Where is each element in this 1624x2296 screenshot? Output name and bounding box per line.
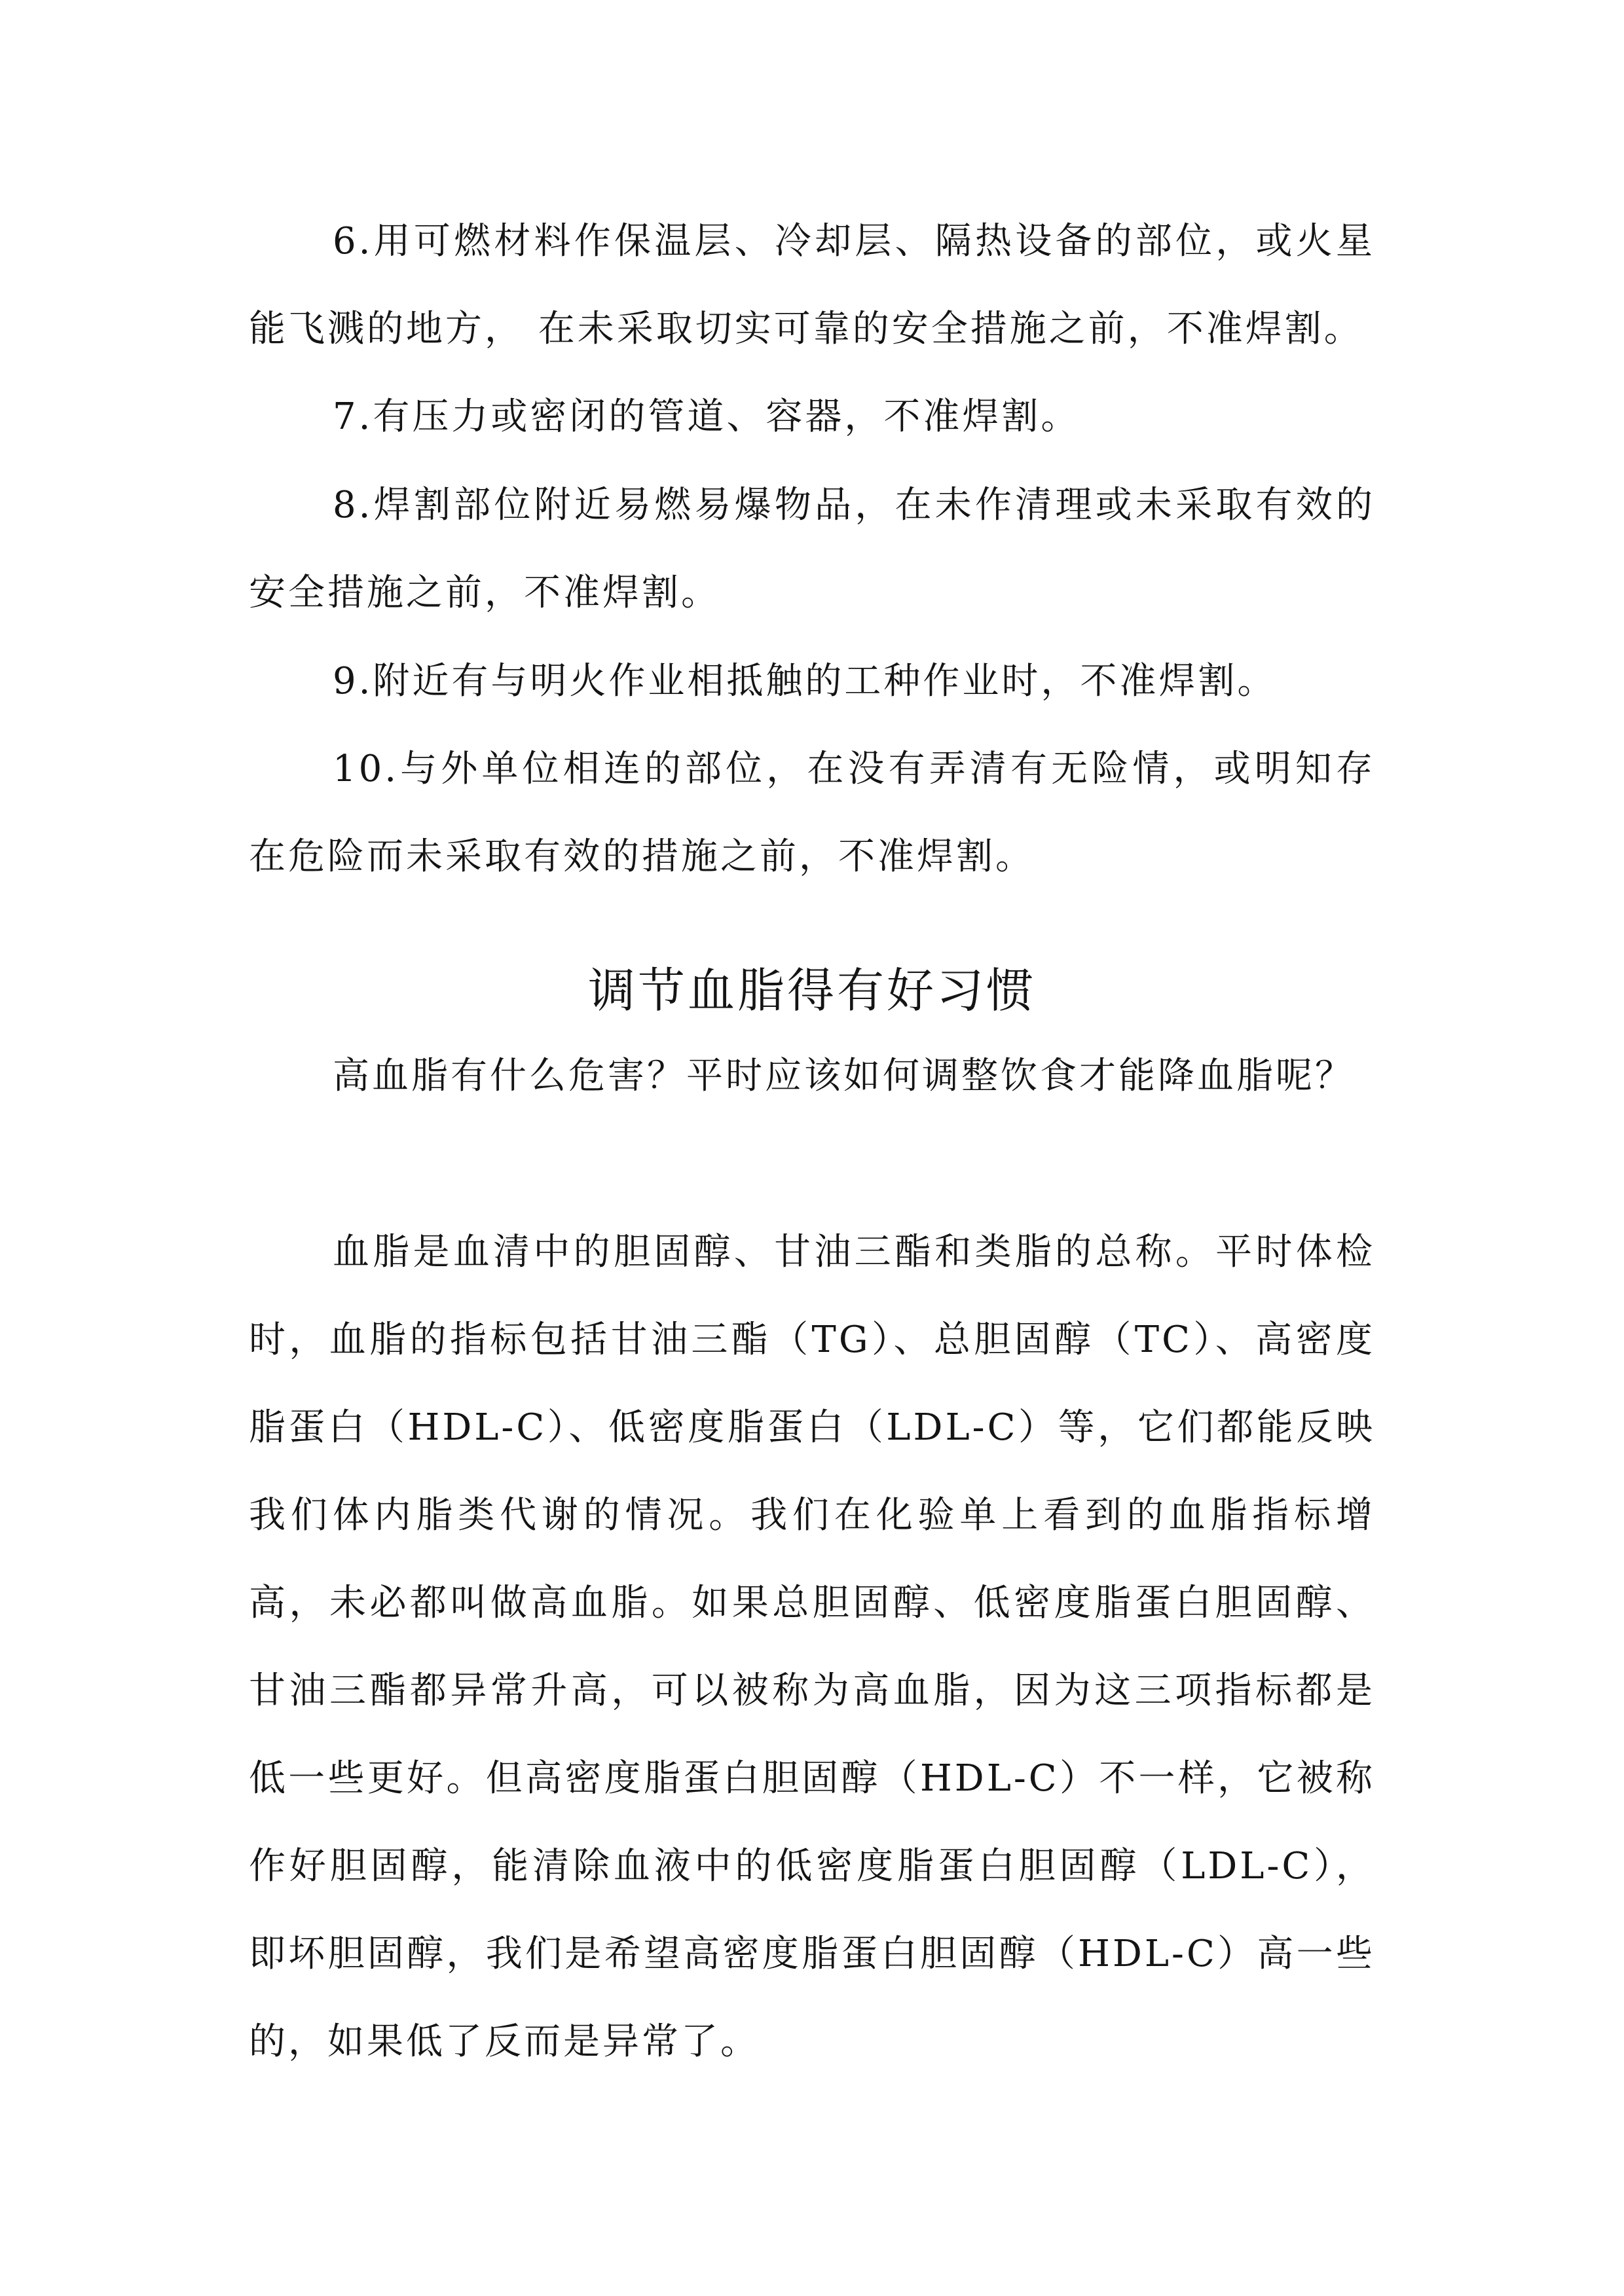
article-intro-paragraph: 高血脂有什么危害？平时应该如何调整饮食才能降血脂呢？	[333, 1055, 1354, 1097]
article-body-paragraph: 血脂是血清中的胆固醇、甘油三酯和类脂的总称。平时体检时，血脂的指标包括甘油三酯（TG）、总胆固醇（TC）、高密度脂蛋白（HDL-C）、低密度脂蛋白（LDL-C）等，它们都能反映我们体内脂类代谢的情况。我们在化验单上看到的血脂指标增高，未必都叫做高血脂。如果总胆固醇、低密度脂蛋白胆固醇、甘油三酯都异常升高，可以被称为高血脂，因为这三项指标都是低一些更好。但高密度脂蛋白胆固醇（HDL-C）不一样，它被称作好胆固醇，能清除血液中的低密度脂蛋白胆固醇（LDL-C），即坏胆固醇，我们是希望高密度脂蛋白胆固醇（HDL-C）高一些的，如果低了反而是异常了。	[249, 1231, 1375, 2063]
rule-item-8: 8.焊割部位附近易燃易爆物品，在未作清理或未采取有效的安全措施之前，不准焊割。	[249, 484, 1375, 614]
article-title: 调节血脂得有好习惯	[587, 963, 1036, 1018]
rule-item-7: 7.有压力或密闭的管道、容器，不准焊割。	[333, 395, 1080, 438]
rule-item-9: 9.附近有与明火作业相抵触的工种作业时，不准焊割。	[333, 660, 1277, 702]
rule-item-10: 10.与外单位相连的部位，在没有弄清有无险情，或明知存在危险而未采取有效的措施之前，不准焊割。	[249, 748, 1375, 878]
rule-item-6: 6.用可燃材料作保温层、冷却层、隔热设备的部位，或火星能飞溅的地方， 在未采取切实可靠的安全措施之前，不准焊割。	[249, 220, 1375, 350]
